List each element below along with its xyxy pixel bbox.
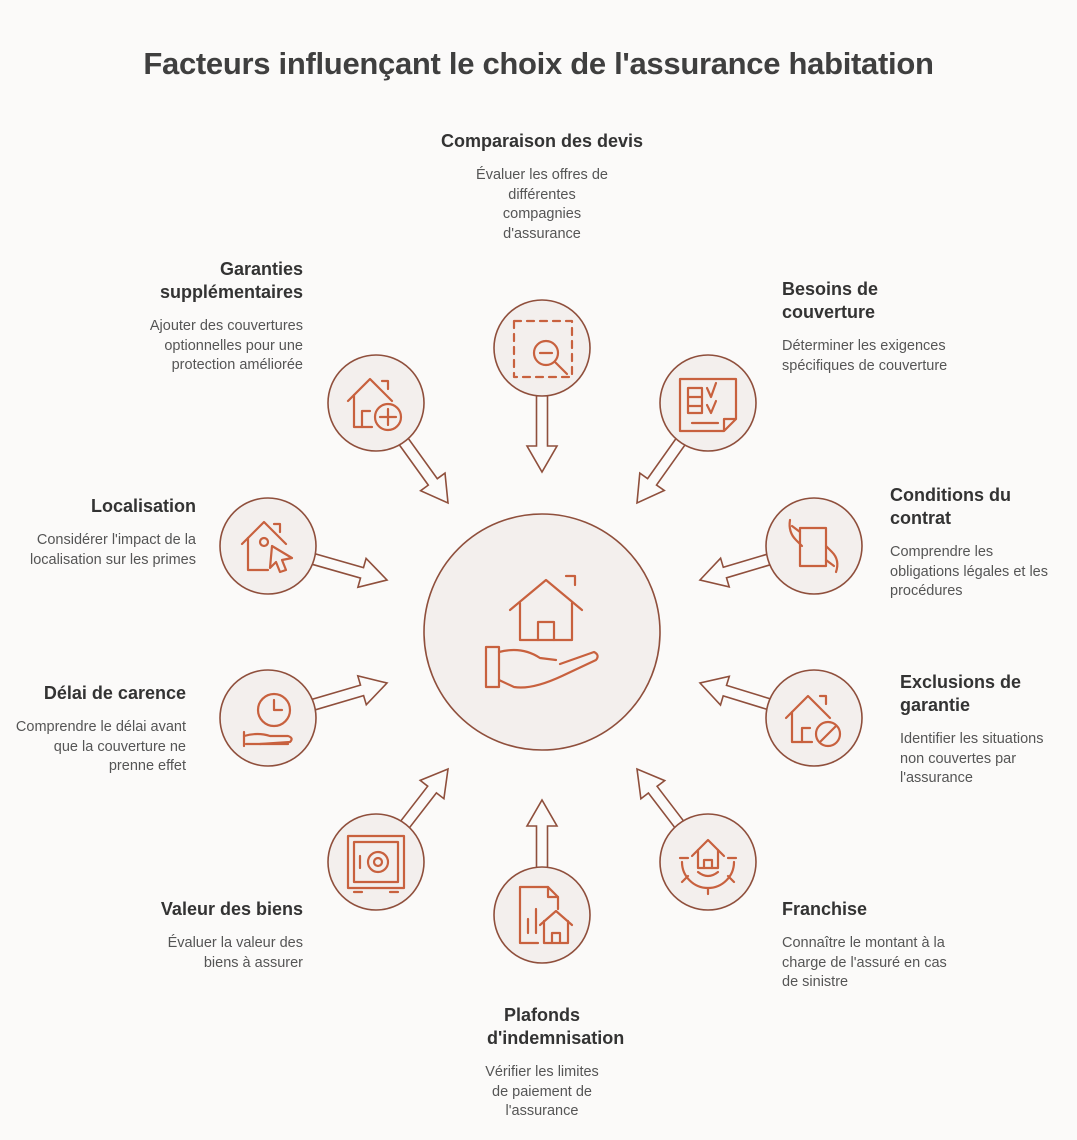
factor-title: Conditions du contrat <box>890 485 1011 528</box>
factor-description: Identifier les situations non couvertes par l'assurance <box>900 731 1044 786</box>
factor-delai <box>10 682 186 777</box>
factor-description: Considérer l'impact de la localisation sur les primes <box>29 532 196 568</box>
checklist-document-icon <box>660 355 756 451</box>
safe-icon <box>328 814 424 910</box>
factor-description: Comprendre les obligations légales et les procédures <box>890 544 1048 599</box>
hub-circle <box>424 514 660 750</box>
factor-title: Délai de carence <box>43 683 186 703</box>
house-pointer-icon <box>220 498 316 594</box>
factor-title: Plafonds d'indemnisation <box>487 1005 625 1048</box>
factor-description: Évaluer la valeur des biens à assurer <box>167 935 303 971</box>
factor-description: Déterminer les exigences spécifiques de couverture <box>782 338 948 374</box>
clock-hand-icon <box>220 670 316 766</box>
factor-title: Valeur des biens <box>160 899 303 919</box>
factor-title: Besoins de couverture <box>782 279 879 322</box>
contract-hands-icon <box>766 498 862 594</box>
factor-description: Comprendre le délai avant que la couverture ne prenne effet <box>15 719 186 774</box>
search-document-icon <box>494 300 590 396</box>
factor-comparaison <box>437 130 647 244</box>
factor-description: Vérifier les limites de paiement de l'assurance <box>485 1064 599 1119</box>
factor-description: Connaître le montant à la charge de l'assuré en cas de sinistre <box>782 935 947 990</box>
factor-title: Garanties supplémentaires <box>159 259 303 302</box>
factor-title: Comparaison des devis <box>440 131 644 151</box>
hub <box>424 514 660 750</box>
diagram-title: Facteurs influençant le choix de l'assurance habitation <box>143 46 934 81</box>
factor-valeur <box>128 898 303 973</box>
factor-plafonds <box>437 1004 647 1122</box>
document-chart-house-icon <box>494 867 590 963</box>
factor-localisation <box>26 495 196 570</box>
factor-garanties <box>128 258 303 376</box>
factor-title: Exclusions de garantie <box>900 672 1022 715</box>
factor-title: Franchise <box>782 899 868 919</box>
factor-description: Ajouter des couvertures optionnelles pour une protection améliorée <box>149 318 303 373</box>
factor-exclusions <box>900 671 1072 789</box>
house-plus-icon <box>328 355 424 451</box>
factor-description: Évaluer les offres de différentes compagnies d'assurance <box>476 167 608 242</box>
house-prohibited-icon <box>766 670 862 766</box>
factor-franchise <box>782 898 957 993</box>
factor-title: Localisation <box>90 496 196 516</box>
factor-conditions <box>890 484 1055 602</box>
house-gear-icon <box>660 814 756 910</box>
factor-besoins <box>782 278 952 376</box>
